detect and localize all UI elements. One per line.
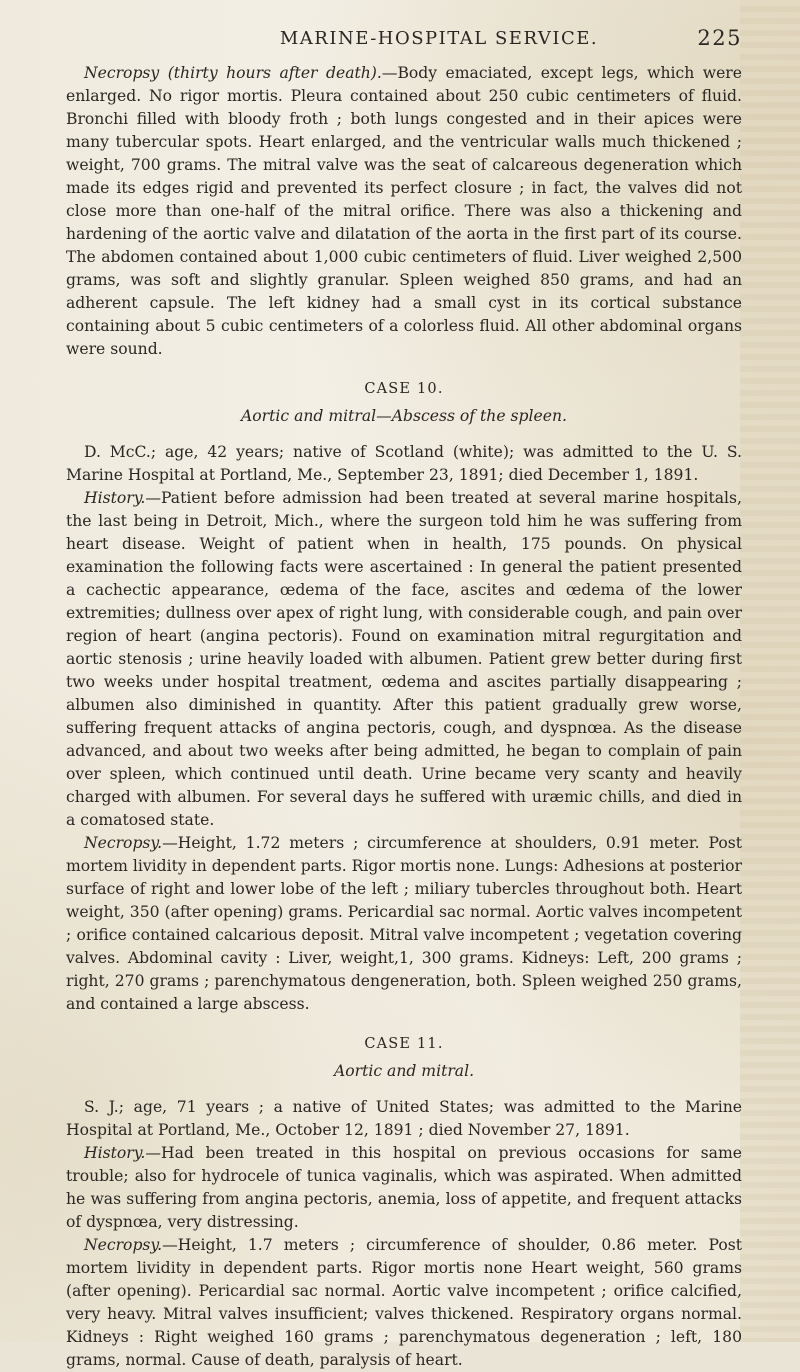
case-10-necropsy-paragraph [66, 832, 742, 1016]
case-11-history-paragraph [66, 1142, 742, 1234]
case-11-necropsy-paragraph [66, 1234, 742, 1372]
necropsy-text: —Height, 1.7 meters ; circumference of shoulder, 0.86 meter. Post mortem lividity in dependent parts. Rigor mortis none Heart weight, 560 grams (after opening). Pericardial sac normal. Aortic valve incompetent ; orifice calcified, very heavy. Mitral valves insufficient; valves thickened. Respiratory organs normal. Kidneys : Right weighed 160 grams ; parenchymatous degeneration ; left, 180 grams, normal. Cause of death, paralysis of heart. [66, 1236, 742, 1369]
page-content [66, 28, 742, 1372]
case-10-intro-paragraph: D. McC.; age, 42 years; native of Scotland (white); was admitted to the U. S. Marine Hospital at Portland, Me., September 23, 1891; died December 1, 1891. [66, 443, 742, 484]
case-10-history-paragraph [66, 487, 742, 832]
page-number: 225 [697, 26, 742, 50]
case-10-subtitle: Aortic and mitral—Abscess of the spleen. [241, 407, 567, 425]
prev-case-necropsy-paragraph [66, 62, 742, 361]
necropsy-label: Necropsy. [84, 1236, 163, 1254]
history-text: —Patient before admission had been treated at several marine hospitals, the last being in Detroit, Mich., where the surgeon told him he was suffering from heart disease. Weight of patient when in health, 175 pounds. On physical examination the following facts were ascertained : In general the patient presented a cachectic appearance, œdema of the face, ascites and œdema of the lower extremities; dullness over apex of right lung, with considerable cough, and pain over region of heart (angina pectoris). Found on examination mitral regurgitation and aortic stenosis ; urine heavily loaded with albumen. Patient grew better during first two weeks under hospital treatment, œdema and ascites partially disappearing ; albumen also diminished in quantity. After this patient gradually grew worse, suffering frequent attacks of angina pectoris, cough, and dyspnœa. As the disease advanced, and about two weeks after being admitted, he began to complain of pain over spleen, which continued until death. Urine became very scanty and heavily charged with albumen. For several days he suffered with uræmic chills, and died in a comatosed state. [66, 489, 742, 829]
running-title: MARINE-HOSPITAL SERVICE. [279, 28, 599, 49]
necropsy-text: —Height, 1.72 meters ; circumference at shoulders, 0.91 meter. Post mortem lividity in dependent parts. Rigor mortis none. Lungs: Adhesions at posterior surface of right and lower lobe of the left ; miliary tubercles throughout both. Heart weight, 350 (after opening) grams. Pericardial sac normal. Aortic valves incompetent ; orifice contained calcarious deposit. Mitral valve incompetent ; vegetation covering valves. Abdominal cavity : Liver, weight,1, 300 grams. Kidneys: Left, 200 grams ; right, 270 grams ; parenchymatous dengeneration, both. Spleen weighed 250 grams, and contained a large abscess. [66, 834, 742, 1013]
history-label: History. [84, 1144, 146, 1162]
case-11-heading: CASE 11. [364, 1036, 444, 1052]
necropsy-label: Necropsy (thirty hours after death). [84, 64, 382, 82]
running-header [66, 28, 742, 62]
necropsy-label: Necropsy. [84, 834, 163, 852]
page-edge-texture [740, 0, 800, 1342]
history-label: History. [84, 489, 146, 507]
case-10-heading: CASE 10. [364, 381, 444, 397]
case-11-intro-paragraph: S. J.; age, 71 years ; a native of United States; was admitted to the Marine Hospital at Portland, Me., October 12, 1891 ; died November 27, 1891. [66, 1098, 742, 1139]
case-11-subtitle: Aortic and mitral. [333, 1062, 475, 1080]
history-text: —Had been treated in this hospital on previous occasions for same trouble; also for hydrocele of tunica vaginalis, which was aspirated. When admitted he was suffering from angina pectoris, anemia, loss of appetite, and frequent attacks of dyspnœa, very distressing. [66, 1144, 742, 1231]
necropsy-text: —Body emaciated, except legs, which were enlarged. No rigor mortis. Pleura contained about 250 cubic centimeters of fluid. Bronchi filled with bloody froth ; both lungs congested and in their apices were many tubercular spots. Heart enlarged, and the ventricular walls much thickened ; weight, 700 grams. The mitral valve was the seat of calcareous degeneration which made its edges rigid and prevented its perfect closure ; in fact, the valves did not close more than one-half of the mitral orifice. There was also a thickening and hardening of the aortic valve and dilatation of the aorta in the first part of its course. The abdomen contained about 1,000 cubic centimeters of fluid. Liver weighed 2,500 grams, was soft and slightly granular. Spleen weighed 850 grams, and had an adherent capsule. The left kidney had a small cyst in its cortical substance containing about 5 cubic centimeters of a colorless fluid. All other abdominal organs were sound. [66, 64, 742, 358]
